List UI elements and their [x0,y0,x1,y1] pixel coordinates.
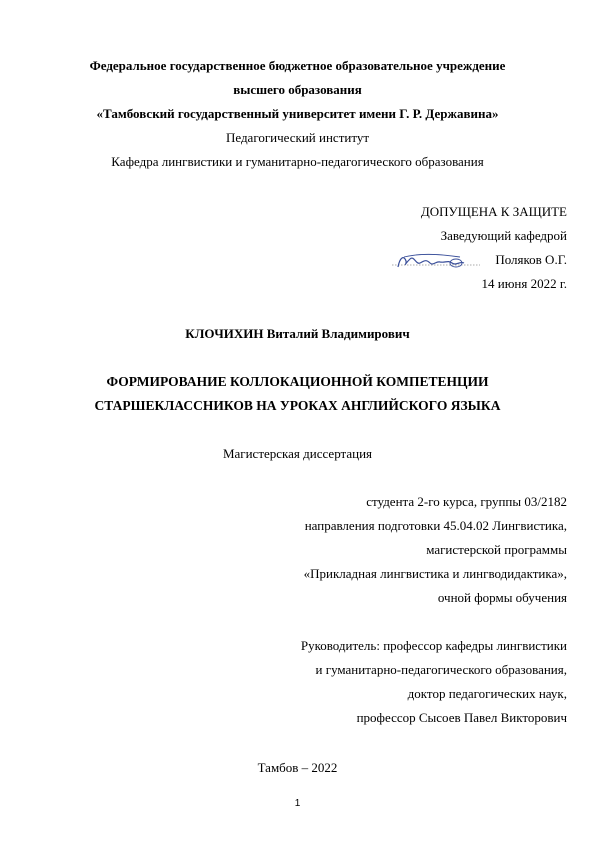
supervisor-line-4: профессор Сысоев Павел Викторович [356,710,567,725]
institute-name: Педагогический институт [225,130,370,145]
thesis-title-line-1: ФОРМИРОВАНИЕ КОЛЛОКАЦИОННОЙ КОМПЕТЕНЦИИ [106,374,489,389]
page-number: 1 [294,798,301,809]
student-line-2: направления подготовки 45.04.02 Лингвистика, [304,518,567,533]
work-type: Магистерская диссертация [222,446,373,461]
approval-name: Поляков О.Г. [495,252,567,267]
supervisor-line-2: и гуманитарно-педагогического образования, [315,662,567,677]
approval-role: Заведующий кафедрой [440,228,567,243]
student-line-3: магистерской программы [426,542,567,557]
approval-status: ДОПУЩЕНА К ЗАЩИТЕ [420,204,567,219]
header-line-3: «Тамбовский государственный университет имени Г. Р. Державина» [96,106,499,121]
handwritten-signature [390,251,482,273]
header-line-2: высшего образования [233,82,362,97]
city-year: Тамбов – 2022 [257,760,338,775]
student-line-1: студента 2-го курса, группы 03/2182 [366,494,567,509]
header-line-1: Федеральное государственное бюджетное образовательное учреждение [89,58,506,73]
author-name: КЛОЧИХИН Виталий Владимирович [185,326,410,341]
supervisor-line-3: доктор педагогических наук, [407,686,567,701]
student-line-5: очной формы обучения [437,590,567,605]
student-line-4: «Прикладная лингвистика и лингводидактика», [303,566,567,581]
supervisor-line-1: Руководитель: профессор кафедры лингвистики [300,638,567,653]
approval-date: 14 июня 2022 г. [481,276,567,291]
department-name: Кафедра лингвистики и гуманитарно-педагогического образования [111,154,484,169]
thesis-title-line-2: СТАРШЕКЛАССНИКОВ НА УРОКАХ АНГЛИЙСКОГО ЯЗЫКА [94,398,501,413]
